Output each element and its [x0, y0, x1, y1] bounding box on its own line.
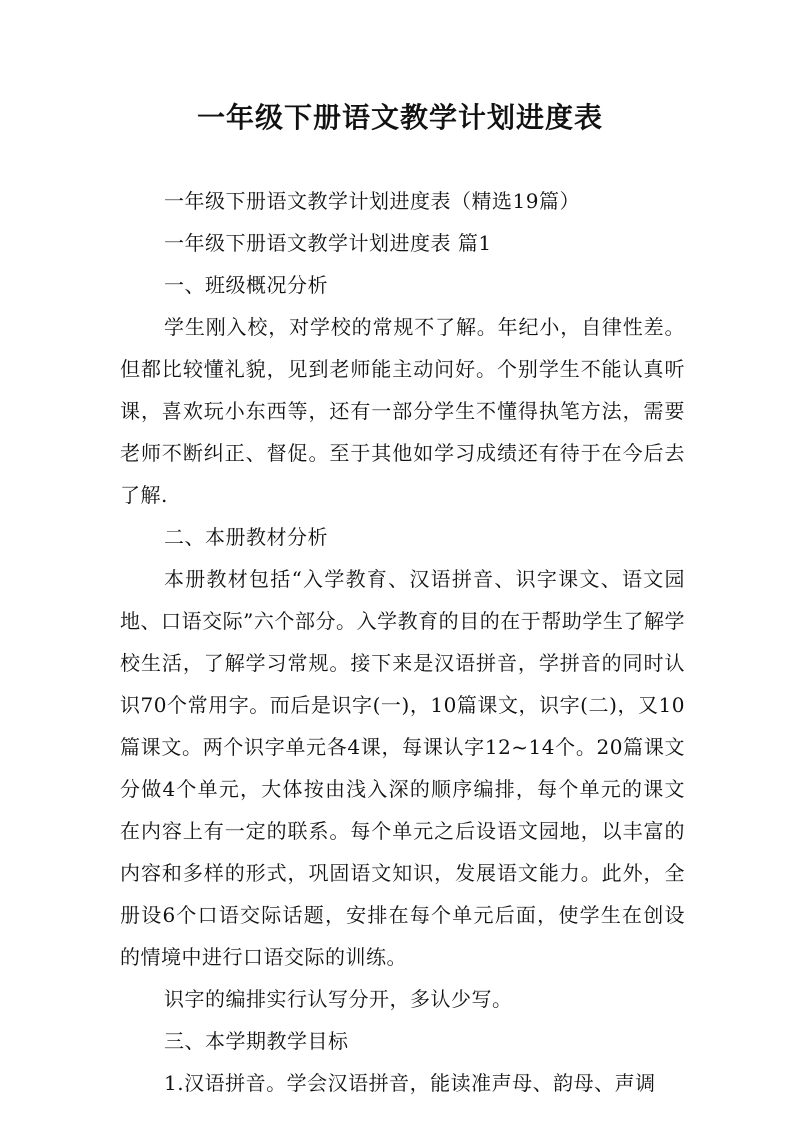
article-heading: 一年级下册语文教学计划进度表 篇1	[164, 231, 492, 255]
section-heading-teaching-goals: 三、本学期教学目标	[164, 1029, 349, 1053]
paragraph-pinyin-goal: 1.汉语拼音。学会汉语拼音，能读准声母、韵母、声调	[164, 1071, 656, 1095]
paragraph-textbook-analysis: 本册教材包括“入学教育、汉语拼音、识字课文、语文园地、口语交际”六个部分。入学教育的目的在于帮助学生了解学校生活，了解学习常规。接下来是汉语拼音，学拼音的同时认识70个常用字。而后是识字(一)，10篇课文，识字(二)，又10篇课文。两个识字单元各4课，每课认字12~14个。20篇课文分做4个单元，大体按由浅入深的顺序编排，每个单元的课文在内容上有一定的联系。每个单元之后设语文园地，以丰富的内容和多样的形式，巩固语文知识，发展语文能力。此外，全册设6个口语交际话题，安排在每个单元后面，使学生在创设的情境中进行口语交际的训练。	[120, 567, 685, 969]
section-heading-textbook-analysis: 二、本册教材分析	[164, 525, 328, 549]
document-body	[120, 180, 685, 1104]
document-subtitle: 一年级下册语文教学计划进度表（精选19篇）	[164, 189, 580, 213]
section-heading-class-analysis: 一、班级概况分析	[164, 273, 328, 297]
document-title: 一年级下册语文教学计划进度表	[196, 101, 603, 134]
paragraph-class-analysis: 学生刚入校，对学校的常规不了解。年纪小，自律性差。但都比较懂礼貌，见到老师能主动问好。个别学生不能认真听课，喜欢玩小东西等，还有一部分学生不懂得执笔方法，需要老师不断纠正、督促。至于其他如学习成绩还有待于在今后去了解.	[120, 315, 685, 507]
paragraph-literacy-arrangement: 识字的编排实行认写分开，多认少写。	[164, 987, 513, 1011]
